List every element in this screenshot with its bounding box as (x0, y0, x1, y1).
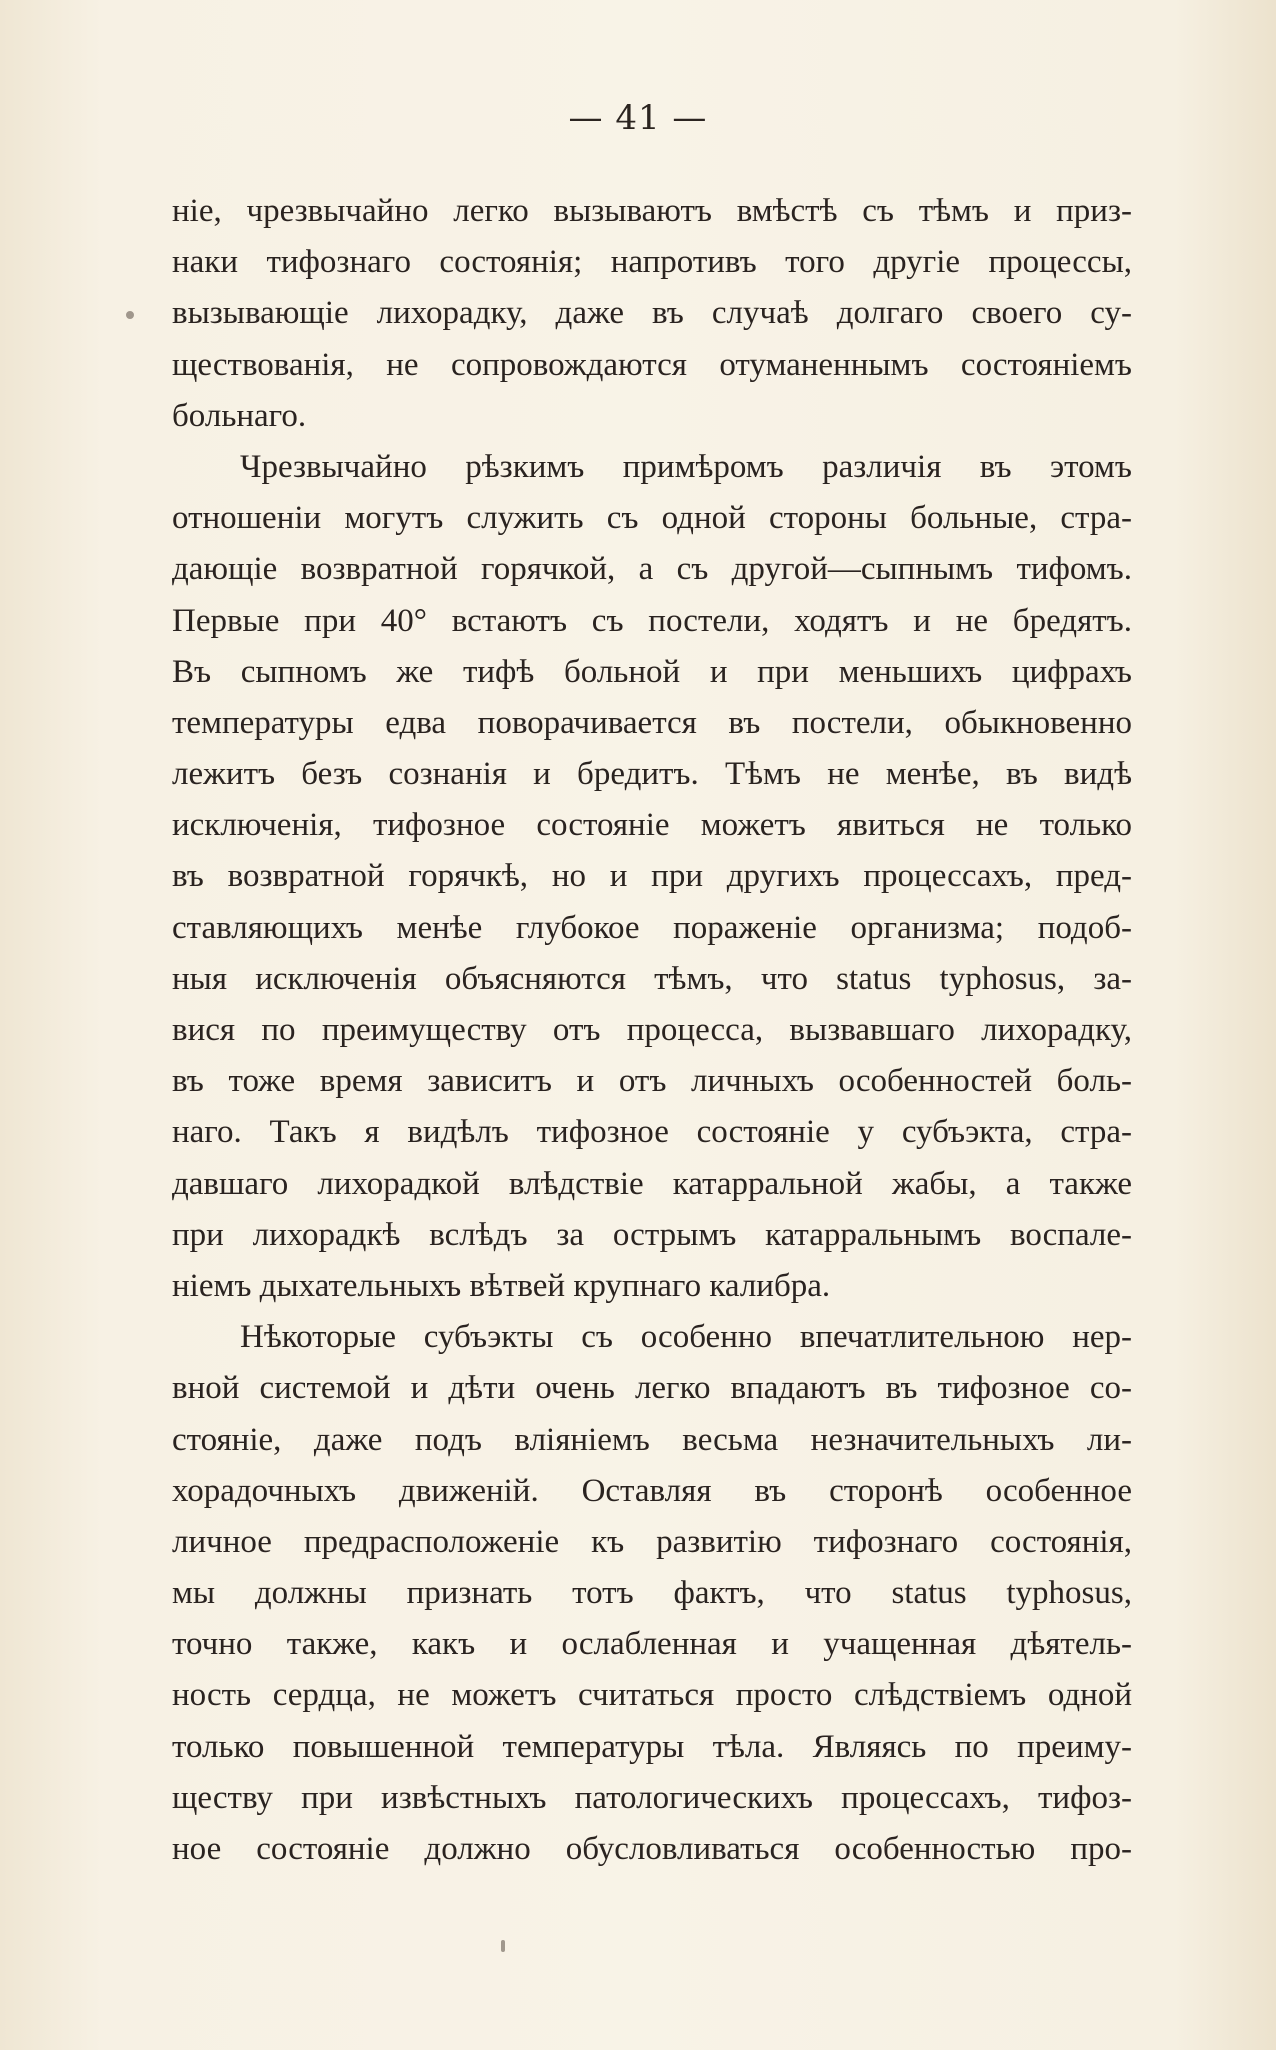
text-line: въ тоже время зависитъ и отъ личныхъ особенностей боль- (172, 1063, 1132, 1100)
text-line: дающіе возвратной горячкой, а съ другой—сыпнымъ тифомъ. (172, 551, 1132, 588)
text-line: ность сердца, не можетъ считаться просто слѣдствіемъ одной (172, 1677, 1132, 1714)
text-line: Первые при 40° встаютъ съ постели, ходятъ и не бредятъ. (172, 602, 1132, 639)
text-line: ніе, чрезвычайно легко вызываютъ вмѣстѣ съ тѣмъ и приз- (172, 193, 1132, 229)
text-line: мы должны признать тотъ фактъ, что status typhosus, (172, 1575, 1132, 1612)
text-line: Чрезвычайно рѣзкимъ примѣромъ различія въ этомъ (240, 448, 1132, 485)
text-line: вися по преимуществу отъ процесса, вызвавшаго лихорадку, (172, 1012, 1132, 1048)
text-line: наго. Такъ я видѣлъ тифозное состояніе у субъэкта, стра- (172, 1114, 1132, 1151)
text-line: лежитъ безъ сознанія и бредитъ. Тѣмъ не менѣе, въ видѣ (172, 756, 1132, 793)
text-line: Въ сыпномъ же тифѣ больной и при меньшихъ цифрахъ (172, 653, 1132, 690)
text-line: исключенія, тифозное состояніе можетъ явиться не только (172, 807, 1132, 844)
text-line: въ возвратной горячкѣ, но и при другихъ процессахъ, пред- (172, 858, 1132, 895)
text-line: точно также, какъ и ослабленная и учащенная дѣятель- (172, 1626, 1132, 1663)
text-line: ставляющихъ менѣе глубокое пораженіе организма; подоб- (172, 909, 1132, 946)
text-line: давшаго лихорадкой влѣдствіе катарральной жабы, а также (172, 1165, 1132, 1202)
text-line: вной системой и дѣти очень легко впадаютъ въ тифозное со- (172, 1370, 1132, 1407)
text-line: ществу при извѣстныхъ патологическихъ процессахъ, тифоз- (172, 1779, 1132, 1816)
text-line: при лихорадкѣ вслѣдъ за острымъ катарральнымъ воспале- (172, 1216, 1132, 1253)
text-line: температуры едва поворачивается въ постели, обыкновенно (172, 704, 1132, 741)
page-number: — 41 — (568, 98, 708, 138)
text-line: ществованія, не сопровождаются отуманеннымъ состояніемъ (172, 346, 1132, 383)
text-line: личное предрасположеніе къ развитію тифознаго состоянія, (172, 1523, 1132, 1560)
text-line: хорадочныхъ движеній. Оставляя въ сторонѣ особенное (172, 1472, 1132, 1509)
text-line: только повышенной температуры тѣла. Являясь по преиму- (172, 1728, 1132, 1765)
text-line: наки тифознаго состоянія; напротивъ того другіе процессы, (172, 244, 1132, 281)
ink-spot (501, 1940, 505, 1952)
body-text (172, 186, 1132, 1875)
text-line: ныя исключенія объясняются тѣмъ, что status typhosus, за- (172, 960, 1132, 997)
text-line: вызывающіе лихорадку, даже въ случаѣ долгаго своего су- (172, 295, 1132, 332)
text-line: больнаго. (172, 397, 307, 434)
ink-spot (126, 311, 134, 319)
text-line: ніемъ дыхательныхъ вѣтвей крупнаго калибра. (172, 1267, 831, 1304)
text-line: ное состояніе должно обусловливаться особенностью про- (172, 1831, 1132, 1867)
text-line: отношеніи могутъ служить съ одной стороны больные, стра- (172, 500, 1132, 537)
text-line: стояніе, даже подъ вліяніемъ весьма незначительныхъ ли- (172, 1421, 1132, 1458)
text-line: Нѣкоторые субъэкты съ особенно впечатлительною нер- (240, 1319, 1132, 1356)
